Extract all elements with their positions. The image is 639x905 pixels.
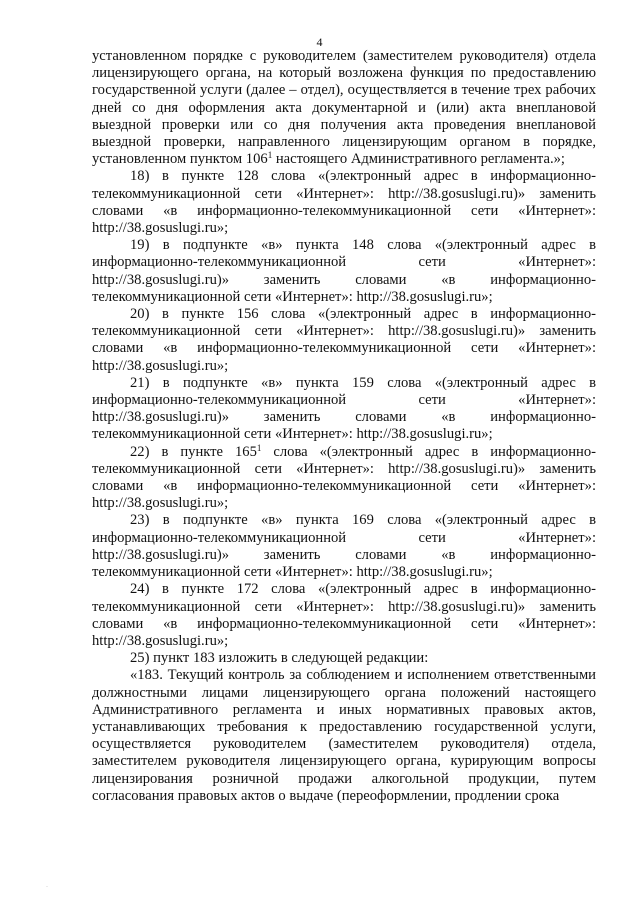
paragraph-item-24 bbox=[92, 581, 596, 650]
paragraph-text: установленном порядке с руководителем (заместителем руководителя) отдела лицензирующего органа, на который возложена функция по предоставлению государственной услуги (далее – отдел), осуществляется в течение трех рабочих дней со дня оформления акта документарной и (или) акта внеплановой выездной проверки или со дня получения акта проведения внеплановой выездной проверки, направленного лицензирующим органом в порядке, установленном пунктом 106 bbox=[92, 48, 596, 168]
scan-mark: . bbox=[46, 880, 48, 889]
paragraph-item-21 bbox=[92, 375, 596, 444]
paragraph-text: 23) в подпункте «в» пункта 169 слова «(электронный адрес в информационно-телекоммуникационной сети «Интернет»: http://38.gosuslugi.ru)» заменить словами «в информационно-телекоммуникационной сети «Интернет»: http://38.gosuslugi.ru»; bbox=[92, 512, 596, 581]
superscript: 1 bbox=[256, 442, 262, 453]
paragraph-text: 18) в пункте 128 слова «(электронный адрес в информационно-телекоммуникационной сети «Интернет»: http://38.gosuslugi.ru)» заменить словами «в информационно-телекоммуникационной сети «Интернет»: http://38.gosuslugi.ru»; bbox=[92, 168, 596, 237]
page-number: 4 bbox=[316, 35, 323, 49]
paragraph-text: «183. Текущий контроль за соблюдением и исполнением ответственными должностными лицами лицензирующего органа положений настоящего Административного регламента и иных нормативных правовых актов, устанавливающих требования к предоставлению государственной услуги, осуществляется руководителем (заместителем руководителя) отдела, заместителем руководителя лицензирующего органа, курирующим вопросы лицензирования розничной продажи алкогольной продукции, путем согласования правовых актов о выдаче (переоформлении, продлении срока bbox=[92, 667, 596, 804]
paragraph-item-18 bbox=[92, 168, 596, 237]
paragraph-item-19 bbox=[92, 237, 596, 306]
paragraph-text: 25) пункт 183 изложить в следующей редакции: bbox=[130, 650, 429, 667]
paragraph-text-continued: слова «(электронный адрес в информационно-телекоммуникационной сети «Интернет»: http://38.gosuslugi.ru)» заменить словами «в информационно-телекоммуникационной сети «Интернет»: http://38.gosuslugi.ru»; bbox=[92, 443, 596, 512]
document-body bbox=[92, 48, 596, 805]
paragraph-item-183 bbox=[92, 667, 596, 805]
paragraph-text-continued: настоящего Административного регламента.»; bbox=[272, 151, 565, 168]
paragraph-item-20 bbox=[92, 306, 596, 375]
paragraph-text: 20) в пункте 156 слова «(электронный адрес в информационно-телекоммуникационной сети «Интернет»: http://38.gosuslugi.ru)» заменить словами «в информационно-телекоммуникационной сети «Интернет»: http://38.gosuslugi.ru»; bbox=[92, 306, 596, 374]
paragraph-text: 21) в подпункте «в» пункта 159 слова «(электронный адрес в информационно-телекоммуникационной сети «Интернет»: http://38.gosuslugi.ru)» заменить словами «в информационно-телекоммуникационной сети «Интернет»: http://38.gosuslugi.ru»; bbox=[92, 374, 596, 443]
paragraph-1 bbox=[92, 48, 596, 168]
superscript: 1 bbox=[267, 150, 273, 161]
paragraph-item-22 bbox=[92, 444, 596, 513]
paragraph-text: 19) в подпункте «в» пункта 148 слова «(электронный адрес в информационно-телекоммуникационной сети «Интернет»: http://38.gosuslugi.ru)» заменить словами «в информационно-телекоммуникационной сети «Интернет»: http://38.gosuslugi.ru»; bbox=[92, 237, 596, 305]
paragraph-item-25 bbox=[92, 650, 596, 667]
paragraph-item-23 bbox=[92, 512, 596, 581]
paragraph-text: 24) в пункте 172 слова «(электронный адрес в информационно-телекоммуникационной сети «Интернет»: http://38.gosuslugi.ru)» заменить словами «в информационно-телекоммуникационной сети «Интернет»: http://38.gosuslugi.ru»; bbox=[92, 581, 596, 649]
paragraph-text: 22) в пункте 165 bbox=[130, 443, 257, 460]
